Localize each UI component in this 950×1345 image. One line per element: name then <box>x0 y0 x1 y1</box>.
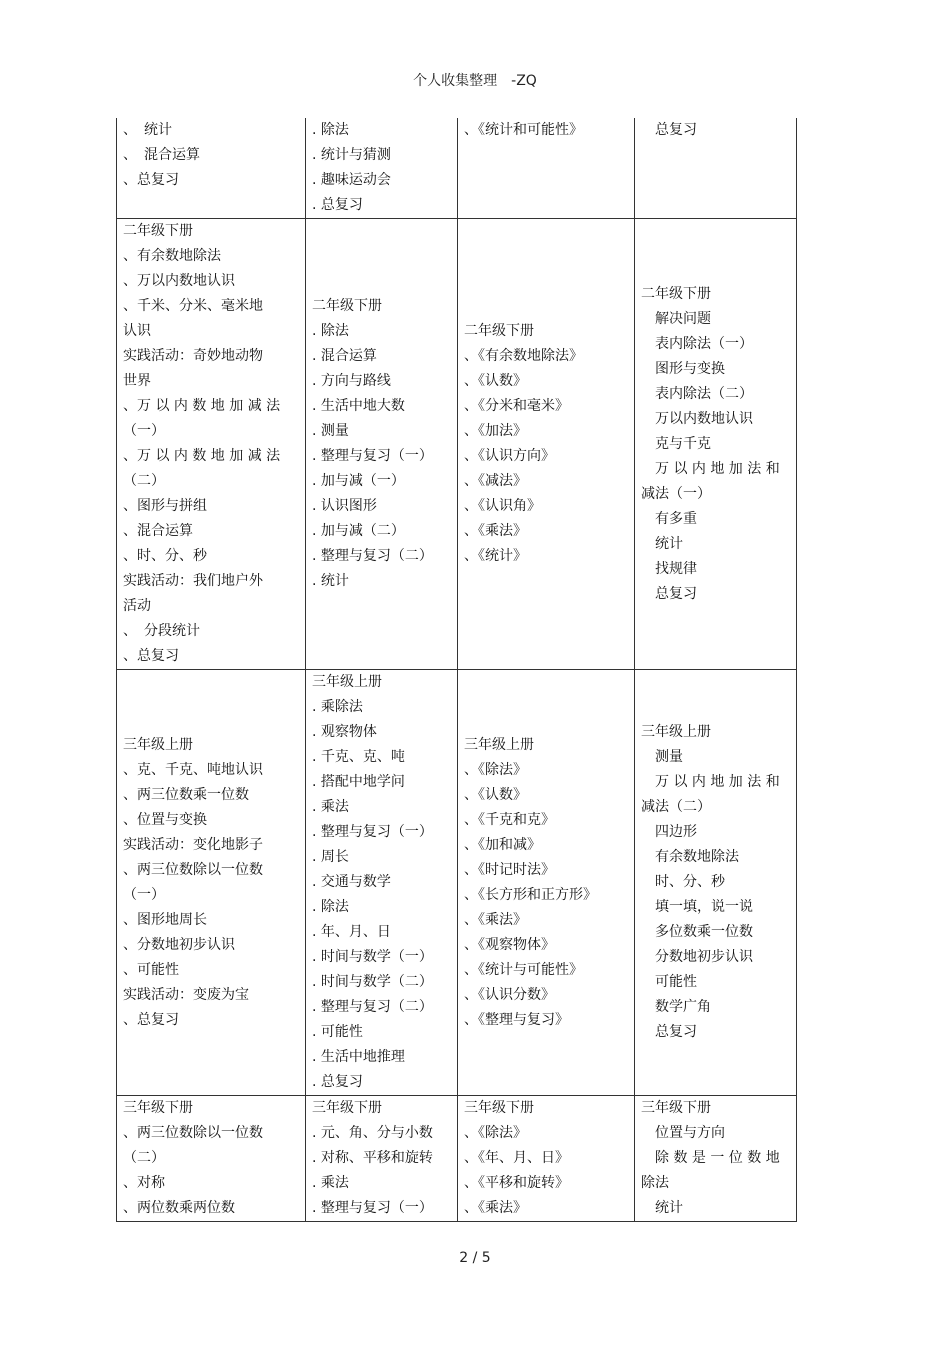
cell-line: . 整理与复习（一） <box>312 1200 433 1216</box>
cell-line: 克与千克 <box>641 435 711 452</box>
cell-line: 、千米、分米、毫米地 <box>123 298 263 314</box>
cell-line: 图形与变换 <box>641 360 725 377</box>
cell-line: . 交通与数学 <box>312 874 391 890</box>
cell-line: 可能性 <box>641 974 697 990</box>
cell-line: . 整理与复习（二） <box>312 999 433 1015</box>
table-row <box>117 1096 797 1222</box>
cell-line: 统计 <box>641 1200 683 1216</box>
table-cell <box>117 118 306 219</box>
cell-line: 除 数 是 一 位 数 地 <box>641 1150 780 1166</box>
cell-line: . 整理与复习（二） <box>312 548 433 564</box>
cell-line: 、 统计 <box>123 122 172 138</box>
cell-line: 二年级下册 <box>312 298 382 314</box>
cell-line: 表内除法（二） <box>641 385 753 402</box>
table-cell <box>117 219 306 670</box>
cell-line: . 对称、平移和旋转 <box>312 1150 433 1166</box>
table-cell <box>635 219 797 670</box>
cell-line: 减法（二） <box>641 799 711 815</box>
cell-line: . 乘法 <box>312 799 349 815</box>
cell-line: 、有余数地除法 <box>123 248 221 264</box>
cell-line: 位置与方向 <box>641 1125 725 1141</box>
cell-line: . 总复习 <box>312 1074 363 1090</box>
page-header: 个人收集整理 -ZQ <box>413 73 537 89</box>
cell-line: 活动 <box>123 598 151 614</box>
cell-line: . 乘除法 <box>312 699 363 715</box>
cell-line: 、《加法》 <box>464 423 527 439</box>
cell-line: . 测量 <box>312 423 349 439</box>
cell-line: . 可能性 <box>312 1024 363 1040</box>
cell-line: 、《认识分数》 <box>464 986 555 1003</box>
cell-line: 、《乘法》 <box>464 1200 527 1216</box>
cell-line: 分数地初步认识 <box>641 949 753 965</box>
cell-line: 、 分段统计 <box>123 623 200 639</box>
table-cell <box>117 670 306 1096</box>
cell-line: . 除法 <box>312 323 349 339</box>
cell-line: . 除法 <box>312 122 349 138</box>
cell-line: 总复习 <box>641 1024 697 1040</box>
cell-line: . 生活中地推理 <box>312 1049 405 1065</box>
cell-line: 、《整理与复习》 <box>464 1011 569 1028</box>
cell-line: 、对称 <box>123 1175 165 1191</box>
cell-line: 时、分、秒 <box>641 874 725 890</box>
cell-line: 总复习 <box>641 122 697 138</box>
cell-line: 三年级上册 <box>464 736 534 753</box>
cell-line: 、总复习 <box>123 1011 179 1028</box>
table-row <box>117 118 797 219</box>
cell-line: 、《减法》 <box>464 473 527 489</box>
cell-line: 减法（一） <box>641 485 711 502</box>
cell-line: 多位数乘一位数 <box>641 924 753 940</box>
cell-line: . 统计与猜测 <box>312 147 391 163</box>
cell-line: . 搭配中地学问 <box>312 774 405 790</box>
table-row <box>117 219 797 670</box>
cell-line: 、《乘法》 <box>464 523 527 539</box>
cell-line: 除法 <box>641 1175 669 1191</box>
cell-line: . 生活中地大数 <box>312 398 405 414</box>
cell-line: 、万以内数地认识 <box>123 273 235 289</box>
cell-line: 、可能性 <box>123 961 179 978</box>
cell-line: 、《长方形和正方形》 <box>464 886 597 903</box>
cell-line: 、两位数乘两位数 <box>123 1200 235 1216</box>
cell-line: 填一填，说一说 <box>641 899 753 915</box>
cell-line: 、 混合运算 <box>123 147 200 163</box>
cell-line: . 乘法 <box>312 1175 349 1191</box>
cell-line: . 时间与数学（一） <box>312 949 433 965</box>
cell-line: 世界 <box>123 373 151 389</box>
cell-line: . 加与减（二） <box>312 523 405 539</box>
cell-line: 解决问题 <box>641 310 711 327</box>
cell-line: . 统计 <box>312 573 349 589</box>
cell-line: 、《乘法》 <box>464 911 527 928</box>
cell-line: 、两三位数除以一位数 <box>123 861 263 878</box>
cell-line: 三年级上册 <box>123 736 193 753</box>
cell-line: 、总复习 <box>123 172 179 188</box>
cell-line: 、总复习 <box>123 648 179 664</box>
cell-line: . 认识图形 <box>312 498 377 514</box>
cell-line: 、《认数》 <box>464 786 527 803</box>
cell-line: 、位置与变换 <box>123 811 207 828</box>
cell-line: 、《认识角》 <box>464 498 541 514</box>
cell-line: 二年级下册 <box>464 323 534 339</box>
cell-line: 、万 以 内 数 地 加 减 法 <box>123 448 281 464</box>
cell-line: 二年级下册 <box>123 223 193 239</box>
cell-line: . 周长 <box>312 849 349 865</box>
cell-line: 、《统计和可能性》 <box>464 122 583 138</box>
cell-line: . 总复习 <box>312 197 363 213</box>
cell-line: 万以内数地认识 <box>641 410 753 427</box>
table-cell <box>306 670 458 1096</box>
table-cell <box>635 1096 797 1222</box>
cell-line: （一） <box>123 886 165 903</box>
table-cell <box>458 219 635 670</box>
table-row <box>117 670 797 1096</box>
cell-line: 、《加和减》 <box>464 836 541 853</box>
cell-line: . 千克、克、吨 <box>312 749 405 765</box>
cell-line: 、《分米和毫米》 <box>464 398 569 414</box>
cell-line: . 除法 <box>312 899 349 915</box>
cell-line: 有多重 <box>641 510 697 527</box>
cell-line: 、《统计与可能性》 <box>464 961 583 978</box>
cell-line: . 趣味运动会 <box>312 172 391 188</box>
cell-line: 、分数地初步认识 <box>123 936 235 953</box>
cell-line: 三年级下册 <box>641 1100 711 1116</box>
cell-line: 找规律 <box>641 560 697 577</box>
cell-line: 有余数地除法 <box>641 849 739 865</box>
cell-line: 实践活动：变化地影子 <box>123 836 263 853</box>
table-cell <box>306 118 458 219</box>
table-cell <box>635 670 797 1096</box>
cell-line: 、两三位数乘一位数 <box>123 786 249 803</box>
cell-line: 万 以 内 地 加 法 和 <box>641 460 780 477</box>
cell-line: 、时、分、秒 <box>123 548 207 564</box>
cell-line: 、《千克和克》 <box>464 811 555 828</box>
cell-line: . 元、角、分与小数 <box>312 1125 433 1141</box>
cell-line: 、克、千克、吨地认识 <box>123 761 263 778</box>
cell-line: 数学广角 <box>641 999 711 1015</box>
cell-line: 测量 <box>641 749 683 765</box>
cell-line: 、《认识方向》 <box>464 448 555 464</box>
cell-line: 、图形地周长 <box>123 911 207 928</box>
cell-line: 实践活动：变废为宝 <box>123 986 249 1003</box>
table-cell <box>458 670 635 1096</box>
cell-line: 、《认数》 <box>464 373 527 389</box>
curriculum-table <box>116 118 797 1222</box>
cell-line: 、混合运算 <box>123 523 193 539</box>
cell-line: 、两三位数除以一位数 <box>123 1125 263 1141</box>
cell-line: 、《平移和旋转》 <box>464 1175 569 1191</box>
cell-line: 表内除法（一） <box>641 335 753 352</box>
cell-line: 实践活动：奇妙地动物 <box>123 348 263 364</box>
cell-line: 、图形与拼组 <box>123 498 207 514</box>
cell-line: 、《除法》 <box>464 761 527 778</box>
cell-line: 三年级下册 <box>123 1100 193 1116</box>
cell-line: . 观察物体 <box>312 724 377 740</box>
table-cell <box>306 219 458 670</box>
cell-line: . 加与减（一） <box>312 473 405 489</box>
cell-line: 、《年、月、日》 <box>464 1150 569 1166</box>
table-cell <box>635 118 797 219</box>
cell-line: 认识 <box>123 323 151 339</box>
table-cell <box>117 1096 306 1222</box>
cell-line: 、万 以 内 数 地 加 减 法 <box>123 398 281 414</box>
page-number: 2 / 5 <box>459 1250 491 1266</box>
cell-line: . 整理与复习（一） <box>312 824 433 840</box>
table-cell <box>306 1096 458 1222</box>
cell-line: 三年级下册 <box>464 1100 534 1116</box>
cell-line: 实践活动：我们地户外 <box>123 573 263 589</box>
cell-line: 、《观察物体》 <box>464 936 555 953</box>
cell-line: （一） <box>123 423 165 439</box>
cell-line: 四边形 <box>641 824 697 840</box>
cell-line: . 整理与复习（一） <box>312 448 433 464</box>
table-cell <box>458 1096 635 1222</box>
cell-line: （二） <box>123 1150 165 1166</box>
cell-line: 万 以 内 地 加 法 和 <box>641 774 780 790</box>
cell-line: 、《时记时法》 <box>464 861 555 878</box>
cell-line: 二年级下册 <box>641 285 711 302</box>
cell-line: . 时间与数学（二） <box>312 974 433 990</box>
cell-line: 总复习 <box>641 585 697 602</box>
cell-line: 三年级上册 <box>641 724 711 740</box>
cell-line: . 方向与路线 <box>312 373 391 389</box>
cell-line: 三年级下册 <box>312 1100 382 1116</box>
cell-line: . 混合运算 <box>312 348 377 364</box>
cell-line: 统计 <box>641 535 683 552</box>
cell-line: （二） <box>123 473 165 489</box>
cell-line: . 年、月、日 <box>312 924 391 940</box>
cell-line: 、《统计》 <box>464 548 527 564</box>
cell-line: 、《有余数地除法》 <box>464 348 583 364</box>
cell-line: 三年级上册 <box>312 674 382 690</box>
cell-line: 、《除法》 <box>464 1125 527 1141</box>
table-cell <box>458 118 635 219</box>
